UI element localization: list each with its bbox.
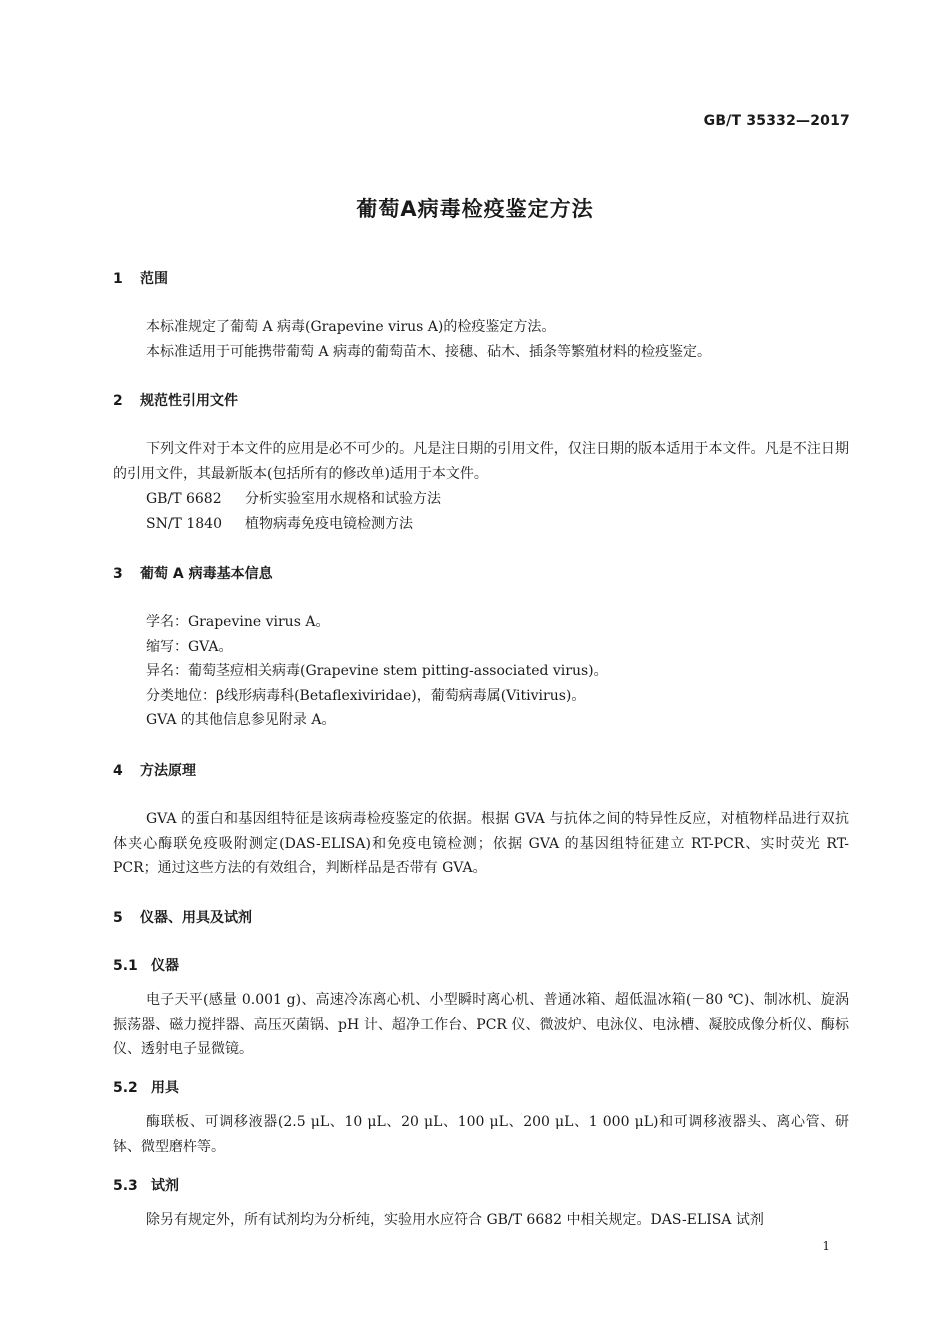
instruments-paragraph: 电子天平(感量 0.001 g)、高速冷冻离心机、小型瞬时离心机、普通冰箱、超低温冰箱(－80 ℃)、制冰机、旋涡振荡器、磁力搅拌器、高压灭菌锅、pH 计、超净工作台、PCR 仪、微波炉、电泳仪、电泳槽、凝胶成像分析仪、酶标仪、透射电子显微镜。 <box>113 992 849 1057</box>
section-number: 1 <box>113 271 123 287</box>
abbreviation-line: 缩写：GVA。 <box>146 639 233 655</box>
normative-references-paragraph: 下列文件对于本文件的应用是必不可少的。凡是注日期的引用文件，仅注日期的版本适用于本文件。凡是不注日期的引用文件，其最新版本(包括所有的修改单)适用于本文件。 <box>113 441 849 482</box>
scientific-name-line: 学名：Grapevine virus A。 <box>146 614 330 630</box>
section-title: 规范性引用文件 <box>140 393 238 409</box>
section-heading-scope <box>113 268 168 288</box>
scope-line-2: 本标准适用于可能携带葡萄 A 病毒的葡萄苗木、接穗、砧木、插条等繁殖材料的检疫鉴定。 <box>146 344 712 360</box>
reference-title: 植物病毒免疫电镜检测方法 <box>245 516 413 532</box>
section-title: 范围 <box>140 271 168 287</box>
reference-item <box>146 488 441 508</box>
section-title: 方法原理 <box>140 763 196 779</box>
section-heading-normative-references <box>113 390 238 410</box>
section-heading-equipment <box>113 907 252 927</box>
subsection-title: 用具 <box>151 1080 179 1096</box>
subsection-number: 5.2 <box>113 1080 138 1096</box>
subsection-number: 5.3 <box>113 1178 138 1194</box>
taxonomy-line: 分类地位：β线形病毒科(Betaflexiviridae)，葡萄病毒属(Vitivirus)。 <box>146 688 586 704</box>
subsection-heading-instruments <box>113 955 179 975</box>
section-number: 3 <box>113 566 123 582</box>
synonym-line: 异名：葡萄茎痘相关病毒(Grapevine stem pitting-associated virus)。 <box>146 663 608 679</box>
principle-paragraph: GVA 的蛋白和基因组特征是该病毒检疫鉴定的依据。根据 GVA 与抗体之间的特异性反应，对植物样品进行双抗体夹心酶联免疫吸附测定(DAS-ELISA)和免疫电镜检测；依据 GVA 的基因组特征建立 RT-PCR、实时荧光 RT-PCR；通过这些方法的有效组合，判断样品是否带有 GVA。 <box>113 811 849 876</box>
reference-item <box>146 513 413 533</box>
section-number: 2 <box>113 393 123 409</box>
section-heading-principle <box>113 760 196 780</box>
subsection-number: 5.1 <box>113 958 138 974</box>
reference-title: 分析实验室用水规格和试验方法 <box>245 491 441 507</box>
section-title: 仪器、用具及试剂 <box>140 910 252 926</box>
subsection-heading-tools <box>113 1077 179 1097</box>
reagents-paragraph: 除另有规定外，所有试剂均为分析纯，实验用水应符合 GB/T 6682 中相关规定。DAS-ELISA 试剂 <box>146 1212 764 1228</box>
section-number: 5 <box>113 910 123 926</box>
standard-code: GB/T 35332—2017 <box>703 113 850 129</box>
page-number: 1 <box>822 1239 830 1253</box>
subsection-heading-reagents <box>113 1175 179 1195</box>
scope-line-1: 本标准规定了葡萄 A 病毒(Grapevine virus A)的检疫鉴定方法。 <box>146 319 556 335</box>
tools-paragraph: 酶联板、可调移液器(2.5 μL、10 μL、20 μL、100 μL、200 μL、1 000 μL)和可调移液器头、离心管、研钵、微型磨杵等。 <box>113 1114 849 1155</box>
document-title: 葡萄A病毒检疫鉴定方法 <box>356 197 594 221</box>
reference-code: SN/T 1840 <box>146 516 222 532</box>
subsection-title: 试剂 <box>151 1178 179 1194</box>
other-info-line: GVA 的其他信息参见附录 A。 <box>146 712 336 728</box>
section-title: 葡萄 A 病毒基本信息 <box>140 566 273 582</box>
section-heading-basic-info <box>113 563 273 583</box>
subsection-title: 仪器 <box>151 958 179 974</box>
section-number: 4 <box>113 763 123 779</box>
reference-code: GB/T 6682 <box>146 491 222 507</box>
